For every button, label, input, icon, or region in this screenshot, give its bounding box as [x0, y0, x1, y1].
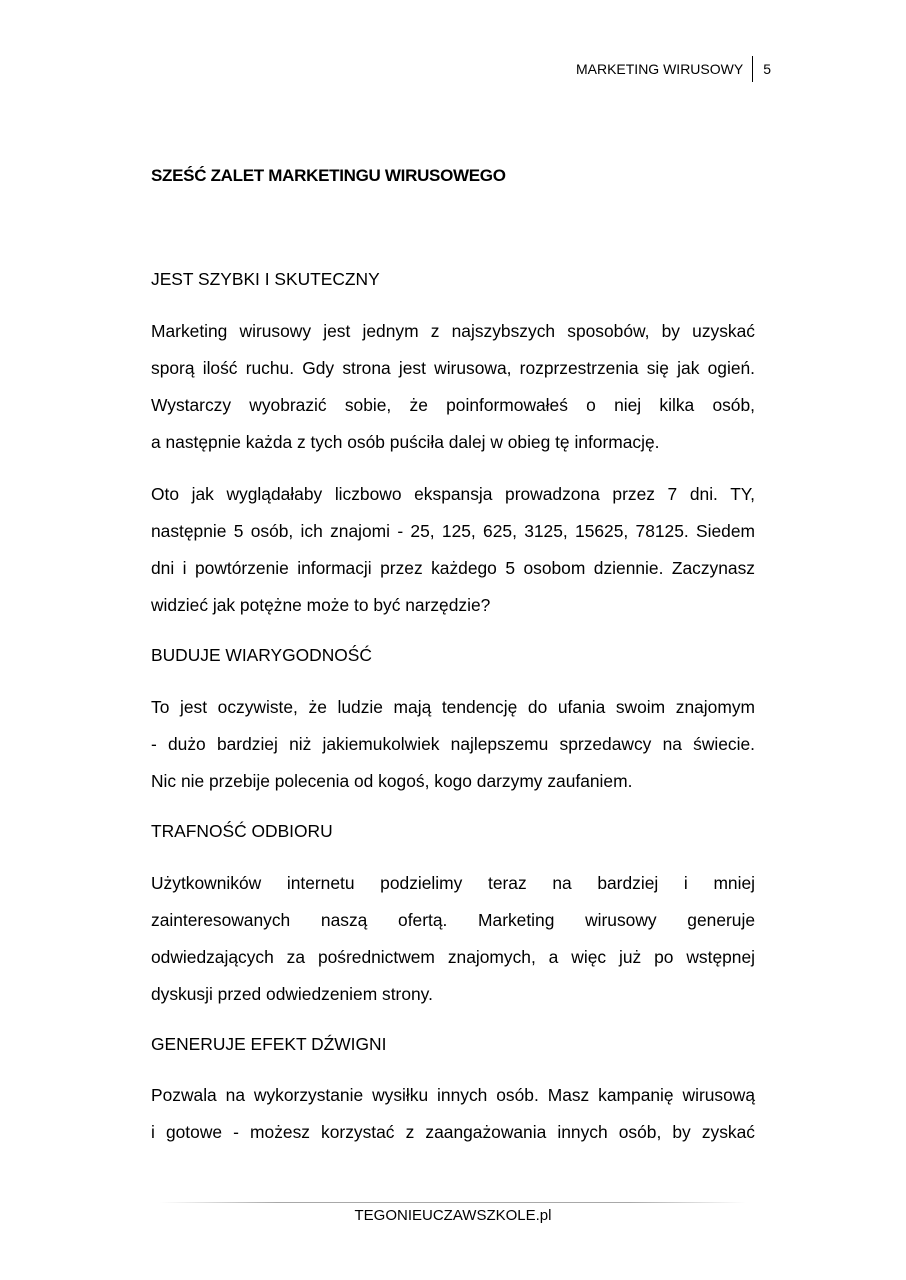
text-line: Wystarczy wyobrazić sobie, że poinformowałeś o niej kilka osób,	[151, 395, 755, 415]
text-line: - dużo bardziej niż jakiemukolwiek najlepszemu sprzedawcy na świecie.	[151, 734, 755, 754]
paragraph	[151, 313, 755, 461]
section-title: JEST SZYBKI I SKUTECZNY	[151, 269, 380, 289]
text-line: odwiedzających za pośrednictwem znajomych, a więc już po wstępnej	[151, 947, 755, 967]
text-line: Użytkowników internetu podzielimy teraz na bardziej i mniej	[151, 873, 755, 893]
paragraph	[151, 476, 755, 624]
text-line: Oto jak wyglądałaby liczbowo ekspansja prowadzona przez 7 dni. TY,	[151, 484, 755, 504]
text-line: dyskusji przed odwiedzeniem strony.	[151, 984, 433, 1004]
section-title: BUDUJE WIARYGODNOŚĆ	[151, 645, 372, 665]
section-title: GENERUJE EFEKT DŹWIGNI	[151, 1034, 387, 1054]
paragraph	[151, 1077, 755, 1151]
page-heading: SZEŚĆ ZALET MARKETINGU WIRUSOWEGO	[151, 166, 506, 185]
text-line: dni i powtórzenie informacji przez każdego 5 osobom dziennie. Zaczynasz	[151, 558, 755, 578]
header-title: MARKETING WIRUSOWY	[575, 61, 744, 77]
page-number: 5	[763, 61, 771, 77]
paragraph	[151, 689, 755, 800]
section-title: TRAFNOŚĆ ODBIORU	[151, 821, 333, 841]
footer-divider	[160, 1202, 746, 1203]
text-line: i gotowe - możesz korzystać z zaangażowania innych osób, by zyskać	[151, 1122, 755, 1142]
text-line: zainteresowanych naszą ofertą. Marketing wirusowy generuje	[151, 910, 755, 930]
text-line: Pozwala na wykorzystanie wysiłku innych osób. Masz kampanię wirusową	[151, 1085, 755, 1105]
footer-site: TEGONIEUCZAWSZKOLE.pl	[354, 1207, 552, 1224]
text-line: a następnie każda z tych osób puściła dalej w obieg tę informację.	[151, 432, 660, 452]
text-line: sporą ilość ruchu. Gdy strona jest wirusowa, rozprzestrzenia się jak ogień.	[151, 358, 755, 378]
text-line: widzieć jak potężne może to być narzędzie?	[151, 595, 491, 615]
paragraph	[151, 865, 755, 1013]
page-header	[576, 57, 771, 81]
text-line: Marketing wirusowy jest jednym z najszybszych sposobów, by uzyskać	[151, 321, 755, 341]
text-line: Nic nie przebije polecenia od kogoś, kogo darzymy zaufaniem.	[151, 771, 633, 791]
text-line: To jest oczywiste, że ludzie mają tendencję do ufania swoim znajomym	[151, 697, 755, 717]
text-line: następnie 5 osób, ich znajomi - 25, 125, 625, 3125, 15625, 78125. Siedem	[151, 521, 755, 541]
